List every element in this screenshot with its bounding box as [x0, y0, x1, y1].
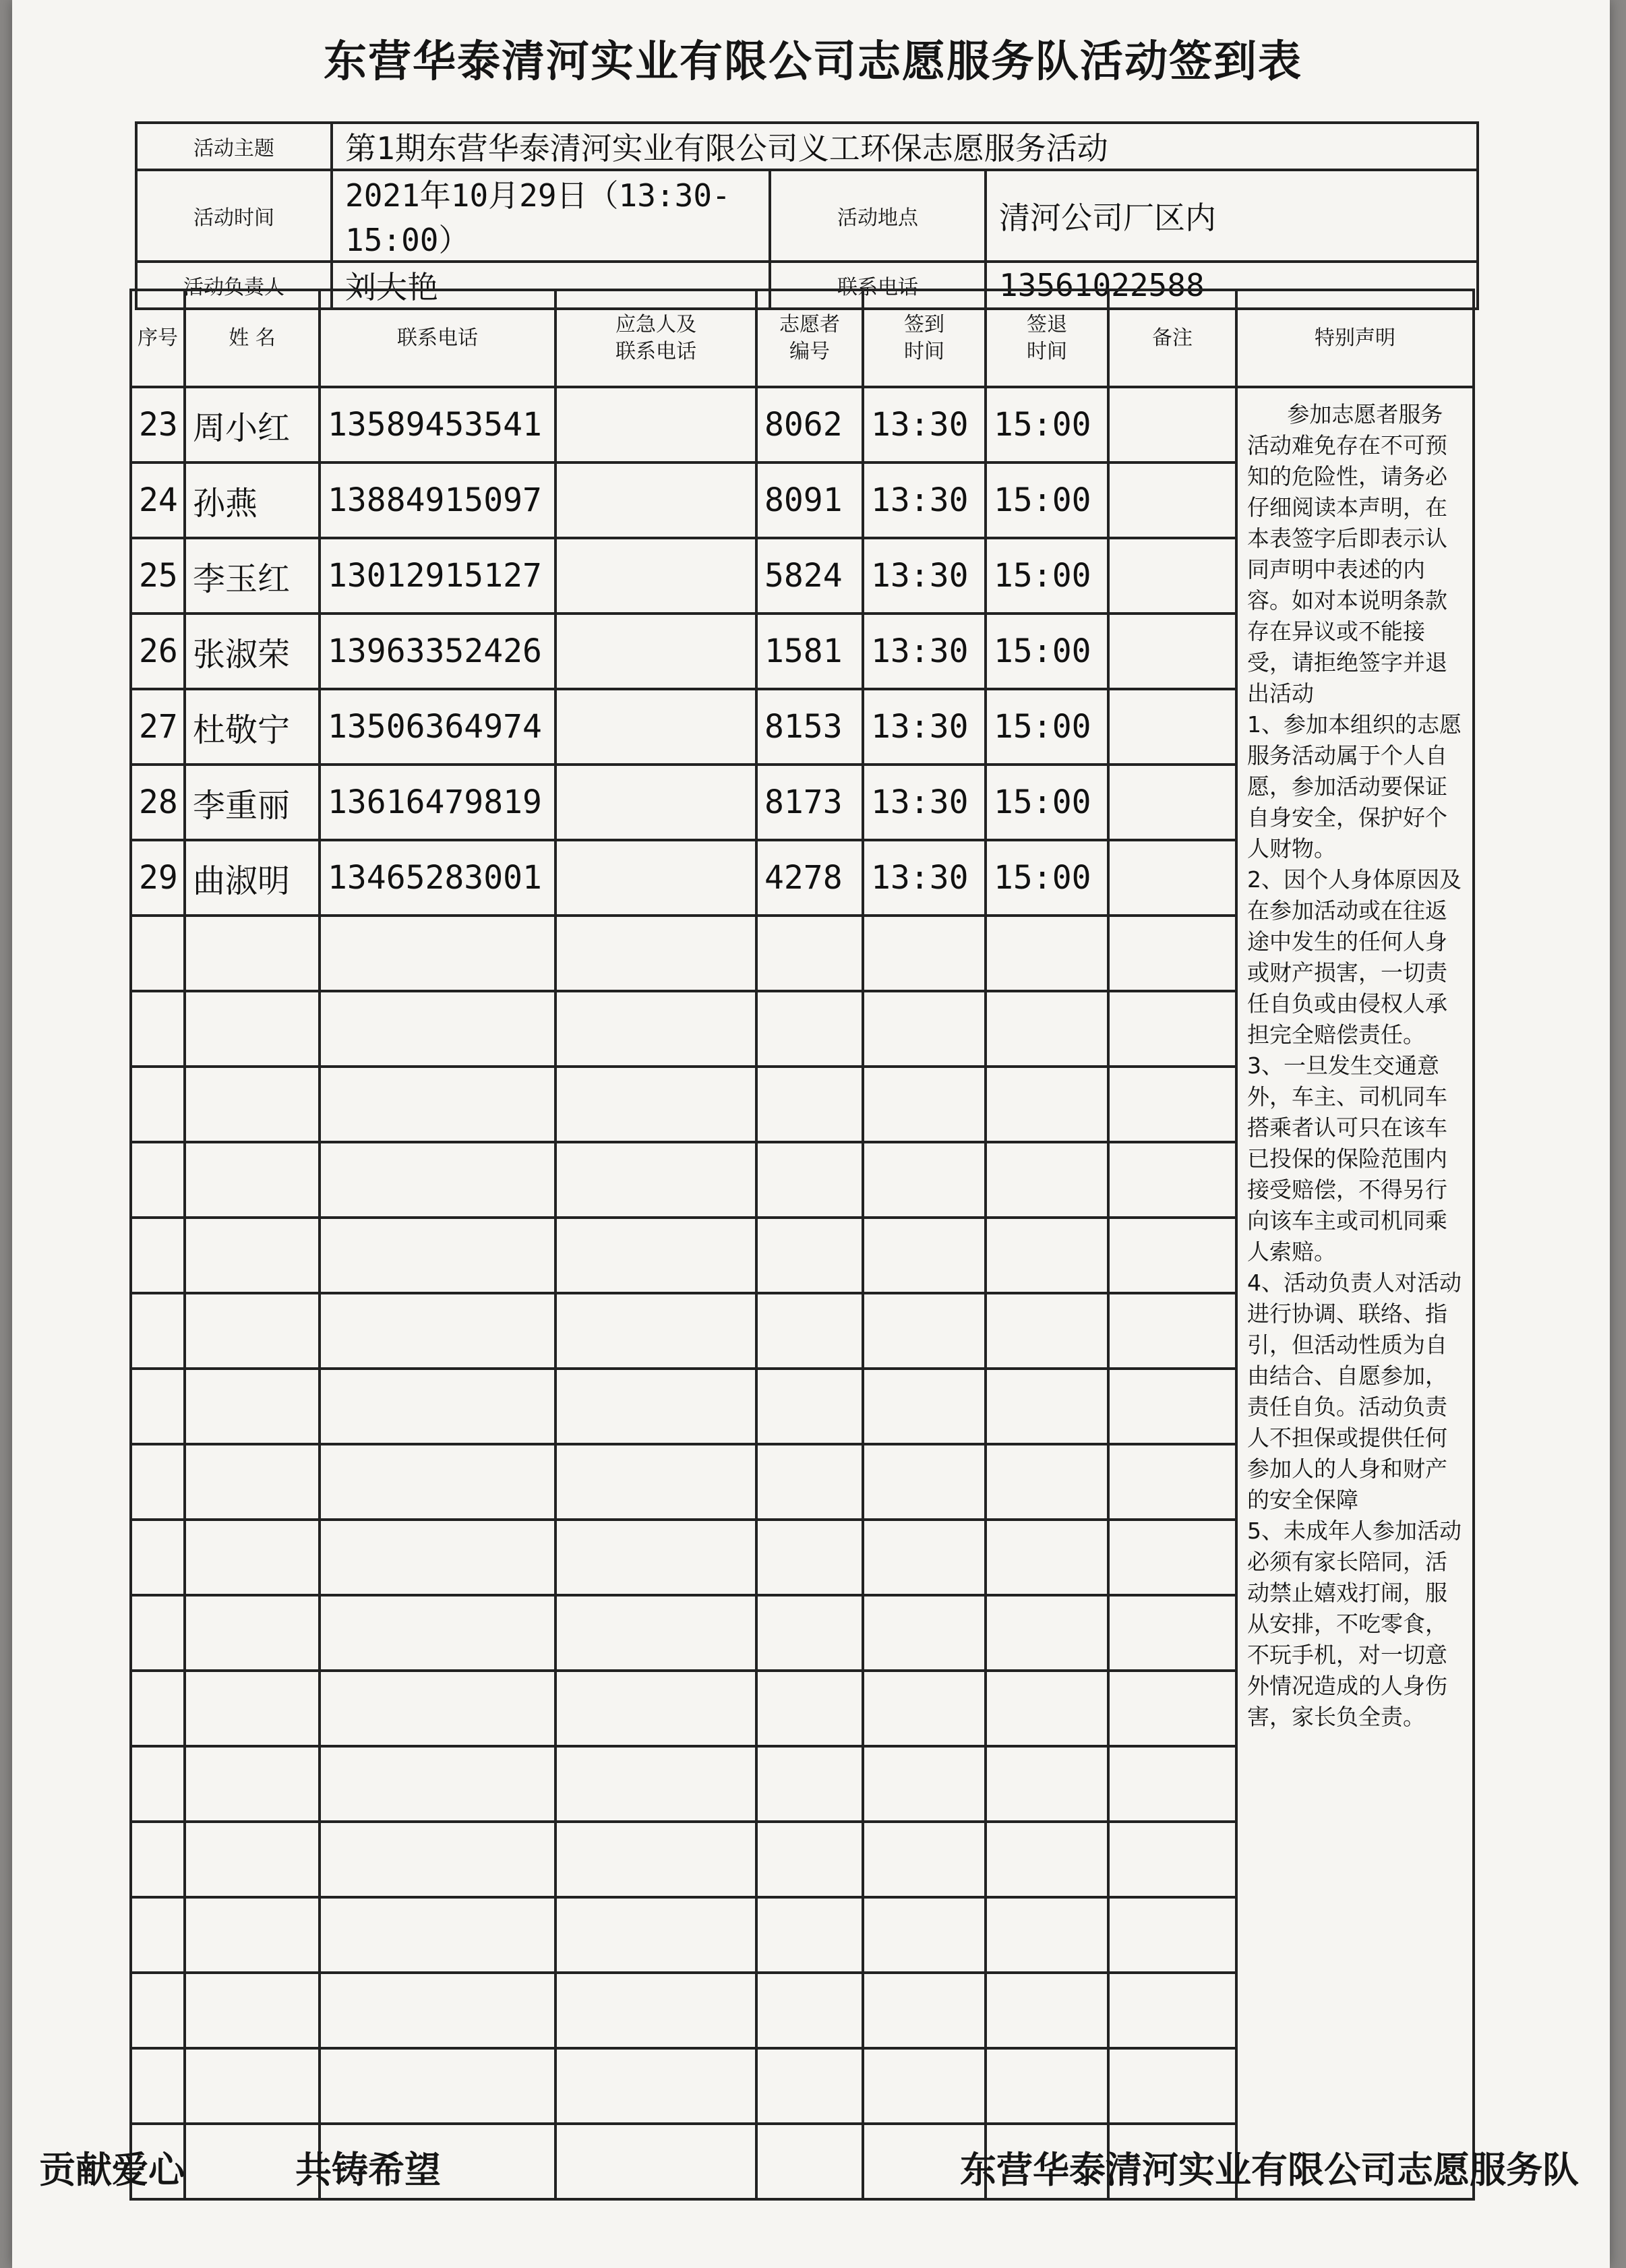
- row-name: 周小红: [185, 387, 320, 462]
- row-phone: [320, 1444, 555, 1520]
- row-emergency: [555, 2048, 756, 2124]
- row-emergency: [555, 916, 756, 991]
- row-sign-out: [986, 1218, 1108, 1293]
- row-remarks: [1108, 1293, 1236, 1369]
- row-name: [185, 1822, 320, 1897]
- row-volunteer-id: [756, 1369, 863, 1444]
- row-volunteer-id: [756, 1218, 863, 1293]
- sign-in-table: [129, 289, 1475, 2105]
- row-volunteer-id: [756, 1067, 863, 1142]
- row-name: [185, 916, 320, 991]
- row-name: [185, 1293, 320, 1369]
- place-value: 清河公司厂区内: [986, 170, 1478, 262]
- row-volunteer-id: 4278: [756, 840, 863, 916]
- row-sign-in: [863, 1746, 986, 1822]
- leader-phone-value: 13561022588: [986, 262, 1478, 309]
- row-name: [185, 2048, 320, 2124]
- row-phone: [320, 1897, 555, 1973]
- row-name: [185, 1142, 320, 1218]
- row-sign-out: 15:00: [986, 765, 1108, 840]
- row-emergency: [555, 1973, 756, 2048]
- row-no: 28: [131, 765, 185, 840]
- row-sign-in: [863, 1897, 986, 1973]
- row-name: 李玉红: [185, 538, 320, 614]
- row-sign-in: [863, 1671, 986, 1746]
- row-emergency: [555, 765, 756, 840]
- row-sign-in: 13:30: [863, 765, 986, 840]
- row-no: [131, 1142, 185, 1218]
- row-remarks: [1108, 1595, 1236, 1671]
- row-sign-out: [986, 916, 1108, 991]
- declaration-item2: 2、因个人身体原因及在参加活动或在往返途中发生的任何人身或财产损害，一切责任自负或由侵权人承担完全赔偿责任。: [1247, 866, 1462, 1048]
- row-sign-out: 15:00: [986, 462, 1108, 538]
- row-sign-out: 15:00: [986, 387, 1108, 462]
- row-name: [185, 1897, 320, 1973]
- row-emergency: [555, 538, 756, 614]
- row-sign-out: [986, 1595, 1108, 1671]
- row-no: 24: [131, 462, 185, 538]
- row-volunteer-id: [756, 1293, 863, 1369]
- row-remarks: [1108, 689, 1236, 765]
- row-remarks: [1108, 462, 1236, 538]
- row-no: [131, 1973, 185, 2048]
- row-emergency: [555, 387, 756, 462]
- activity-info-form: [135, 121, 1479, 305]
- row-no: [131, 1671, 185, 1746]
- row-no: [131, 2048, 185, 2124]
- row-name: 张淑荣: [185, 614, 320, 689]
- declaration-item5: 5、未成年人参加活动必须有家长陪同，活动禁止嬉戏打闹，服从安排，不吃零食，不玩手机，对一切意外情况造成的人身伤害，家长负全责。: [1247, 1518, 1462, 1730]
- row-remarks: [1108, 991, 1236, 1067]
- row-phone: [320, 1520, 555, 1595]
- row-volunteer-id: [756, 916, 863, 991]
- declaration-item4: 4、活动负责人对活动进行协调、联络、指引，但活动性质为自由结合、自愿参加，责任自负。活动负责人不担保或提供任何参加人的人身和财产的安全保障: [1247, 1270, 1462, 1513]
- row-volunteer-id: [756, 1671, 863, 1746]
- time-label: 活动时间: [136, 170, 332, 262]
- table-header-row: [131, 290, 1474, 387]
- row-remarks: [1108, 1822, 1236, 1897]
- row-name: [185, 1067, 320, 1142]
- row-remarks: [1108, 1369, 1236, 1444]
- row-sign-out: [986, 1520, 1108, 1595]
- row-remarks: [1108, 1520, 1236, 1595]
- row-remarks: [1108, 916, 1236, 991]
- leader-label: 活动负责人: [136, 262, 332, 309]
- row-sign-in: 13:30: [863, 387, 986, 462]
- row-remarks: [1108, 387, 1236, 462]
- row-sign-in: 13:30: [863, 614, 986, 689]
- header-name: 姓 名: [185, 290, 320, 387]
- row-phone: 13012915127: [320, 538, 555, 614]
- row-name: 杜敬宁: [185, 689, 320, 765]
- footer-organization: 东营华泰清河实业有限公司志愿服务队: [960, 2149, 1579, 2191]
- row-sign-in: [863, 1973, 986, 2048]
- row-emergency: [555, 689, 756, 765]
- row-volunteer-id: [756, 2124, 863, 2199]
- row-no: [131, 1369, 185, 1444]
- row-volunteer-id: 8173: [756, 765, 863, 840]
- row-emergency: [555, 1142, 756, 1218]
- row-emergency: [555, 1520, 756, 1595]
- row-emergency: [555, 1067, 756, 1142]
- row-volunteer-id: [756, 1973, 863, 2048]
- row-sign-out: [986, 1444, 1108, 1520]
- row-name: [185, 1973, 320, 2048]
- row-phone: [320, 1973, 555, 2048]
- slogan-middle: 共铸希望: [295, 2149, 441, 2191]
- header-declaration: 特别声明: [1236, 290, 1474, 387]
- row-name: 孙燕: [185, 462, 320, 538]
- row-name: [185, 991, 320, 1067]
- row-sign-in: [863, 1067, 986, 1142]
- row-sign-out: [986, 1142, 1108, 1218]
- row-name: [185, 1595, 320, 1671]
- row-phone: [320, 916, 555, 991]
- row-phone: [320, 1293, 555, 1369]
- row-emergency: [555, 991, 756, 1067]
- row-sign-in: [863, 1444, 986, 1520]
- row-remarks: [1108, 1746, 1236, 1822]
- row-emergency: [555, 840, 756, 916]
- row-emergency: [555, 1897, 756, 1973]
- row-no: 29: [131, 840, 185, 916]
- row-no: 26: [131, 614, 185, 689]
- row-volunteer-id: [756, 1520, 863, 1595]
- row-sign-out: 15:00: [986, 614, 1108, 689]
- row-sign-out: [986, 1822, 1108, 1897]
- row-emergency: [555, 1293, 756, 1369]
- row-volunteer-id: 5824: [756, 538, 863, 614]
- row-phone: [320, 2048, 555, 2124]
- row-remarks: [1108, 840, 1236, 916]
- special-declaration: [1236, 387, 1474, 2199]
- row-phone: 13963352426: [320, 614, 555, 689]
- row-no: [131, 1444, 185, 1520]
- row-no: [131, 1067, 185, 1142]
- declaration-intro: 参加志愿者服务活动难免存在不可预知的危险性，请务必仔细阅读本声明，在本表签字后即表示认同声明中表述的内容。如对本说明条款存在异议或不能接受，请拒绝签字并退出活动: [1247, 401, 1447, 707]
- row-volunteer-id: 1581: [756, 614, 863, 689]
- row-sign-in: 13:30: [863, 689, 986, 765]
- row-volunteer-id: [756, 1595, 863, 1671]
- row-sign-in: 13:30: [863, 840, 986, 916]
- row-phone: 13465283001: [320, 840, 555, 916]
- row-remarks: [1108, 538, 1236, 614]
- row-emergency: [555, 1822, 756, 1897]
- row-remarks: [1108, 1218, 1236, 1293]
- row-phone: [320, 1595, 555, 1671]
- row-sign-out: [986, 1897, 1108, 1973]
- row-sign-out: [986, 1369, 1108, 1444]
- row-sign-in: [863, 1822, 986, 1897]
- row-volunteer-id: [756, 1444, 863, 1520]
- row-emergency: [555, 614, 756, 689]
- row-name: [185, 1520, 320, 1595]
- leader-phone-label: 联系电话: [770, 262, 986, 309]
- row-phone: [320, 1369, 555, 1444]
- row-remarks: [1108, 1973, 1236, 2048]
- header-volunteer-id: 志愿者 编号: [756, 290, 863, 387]
- row-remarks: [1108, 1671, 1236, 1746]
- row-name: [185, 1444, 320, 1520]
- row-volunteer-id: [756, 1897, 863, 1973]
- row-phone: [320, 1671, 555, 1746]
- row-emergency: [555, 462, 756, 538]
- row-no: 25: [131, 538, 185, 614]
- row-name: [185, 1369, 320, 1444]
- row-no: [131, 1218, 185, 1293]
- row-name: 李重丽: [185, 765, 320, 840]
- header-remarks: 备注: [1108, 290, 1236, 387]
- row-remarks: [1108, 1142, 1236, 1218]
- row-phone: [320, 1218, 555, 1293]
- row-sign-in: [863, 1293, 986, 1369]
- slogan-left: 贡献爱心: [39, 2149, 185, 2191]
- row-remarks: [1108, 2048, 1236, 2124]
- row-phone: 13589453541: [320, 387, 555, 462]
- row-phone: [320, 1822, 555, 1897]
- row-sign-in: [863, 1595, 986, 1671]
- row-phone: 13616479819: [320, 765, 555, 840]
- row-sign-in: 13:30: [863, 538, 986, 614]
- row-volunteer-id: [756, 1142, 863, 1218]
- row-sign-out: 15:00: [986, 689, 1108, 765]
- row-sign-out: [986, 1671, 1108, 1746]
- row-volunteer-id: [756, 1746, 863, 1822]
- row-volunteer-id: 8091: [756, 462, 863, 538]
- row-no: [131, 991, 185, 1067]
- header-sign-out: 签退 时间: [986, 290, 1108, 387]
- row-name: [185, 1671, 320, 1746]
- leader-value: 刘大艳: [332, 262, 770, 309]
- header-emergency: 应急人及 联系电话: [555, 290, 756, 387]
- row-sign-in: [863, 916, 986, 991]
- header-sign-in: 签到 时间: [863, 290, 986, 387]
- row-no: [131, 1293, 185, 1369]
- row-no: [131, 1520, 185, 1595]
- row-remarks: [1108, 1897, 1236, 1973]
- row-phone: [320, 1067, 555, 1142]
- row-sign-in: [863, 2048, 986, 2124]
- row-remarks: [1108, 1444, 1236, 1520]
- row-sign-out: [986, 1293, 1108, 1369]
- place-label: 活动地点: [770, 170, 986, 262]
- row-emergency: [555, 1369, 756, 1444]
- row-emergency: [555, 1746, 756, 1822]
- row-sign-out: [986, 1973, 1108, 2048]
- row-emergency: [555, 1218, 756, 1293]
- row-phone: [320, 1746, 555, 1822]
- row-no: [131, 1822, 185, 1897]
- row-no: 23: [131, 387, 185, 462]
- row-no: [131, 1897, 185, 1973]
- row-sign-out: [986, 1067, 1108, 1142]
- row-name: [185, 1218, 320, 1293]
- row-emergency: [555, 2124, 756, 2199]
- row-remarks: [1108, 614, 1236, 689]
- row-sign-in: [863, 1520, 986, 1595]
- row-no: [131, 916, 185, 991]
- row-volunteer-id: 8153: [756, 689, 863, 765]
- row-name: 曲淑明: [185, 840, 320, 916]
- row-volunteer-id: [756, 1822, 863, 1897]
- row-remarks: [1108, 1067, 1236, 1142]
- row-sign-out: [986, 991, 1108, 1067]
- row-sign-in: [863, 991, 986, 1067]
- declaration-item1: 1、参加本组织的志愿服务活动属于个人自愿，参加活动要保证自身安全，保护好个人财物。: [1247, 711, 1462, 862]
- declaration-item3: 3、一旦发生交通意外，车主、司机同车搭乘者认可只在该车已投保的保险范围内接受赔偿，不得另行向该车主或司机同乘人索赔。: [1247, 1052, 1447, 1265]
- row-sign-in: [863, 1218, 986, 1293]
- table-row: [131, 387, 1474, 462]
- theme-value: 第1期东营华泰清河实业有限公司义工环保志愿服务活动: [332, 123, 1478, 170]
- header-no: 序号: [131, 290, 185, 387]
- row-sign-in: 13:30: [863, 462, 986, 538]
- row-no: 27: [131, 689, 185, 765]
- header-phone: 联系电话: [320, 290, 555, 387]
- row-name: [185, 1746, 320, 1822]
- row-phone: [320, 991, 555, 1067]
- row-sign-out: 15:00: [986, 840, 1108, 916]
- row-emergency: [555, 1595, 756, 1671]
- row-remarks: [1108, 765, 1236, 840]
- time-value: 2021年10月29日（13:30-15:00）: [332, 170, 770, 262]
- row-volunteer-id: 8062: [756, 387, 863, 462]
- row-sign-out: 15:00: [986, 538, 1108, 614]
- row-emergency: [555, 1444, 756, 1520]
- row-phone: 13884915097: [320, 462, 555, 538]
- row-sign-in: [863, 1369, 986, 1444]
- row-sign-out: [986, 2048, 1108, 2124]
- row-emergency: [555, 1671, 756, 1746]
- row-sign-in: [863, 1142, 986, 1218]
- row-no: [131, 1595, 185, 1671]
- row-no: [131, 1746, 185, 1822]
- theme-label: 活动主题: [136, 123, 332, 170]
- row-sign-out: [986, 1746, 1108, 1822]
- row-phone: [320, 1142, 555, 1218]
- row-volunteer-id: [756, 991, 863, 1067]
- page-title: 东营华泰清河实业有限公司志愿服务队活动签到表: [324, 37, 1302, 87]
- row-phone: 13506364974: [320, 689, 555, 765]
- row-volunteer-id: [756, 2048, 863, 2124]
